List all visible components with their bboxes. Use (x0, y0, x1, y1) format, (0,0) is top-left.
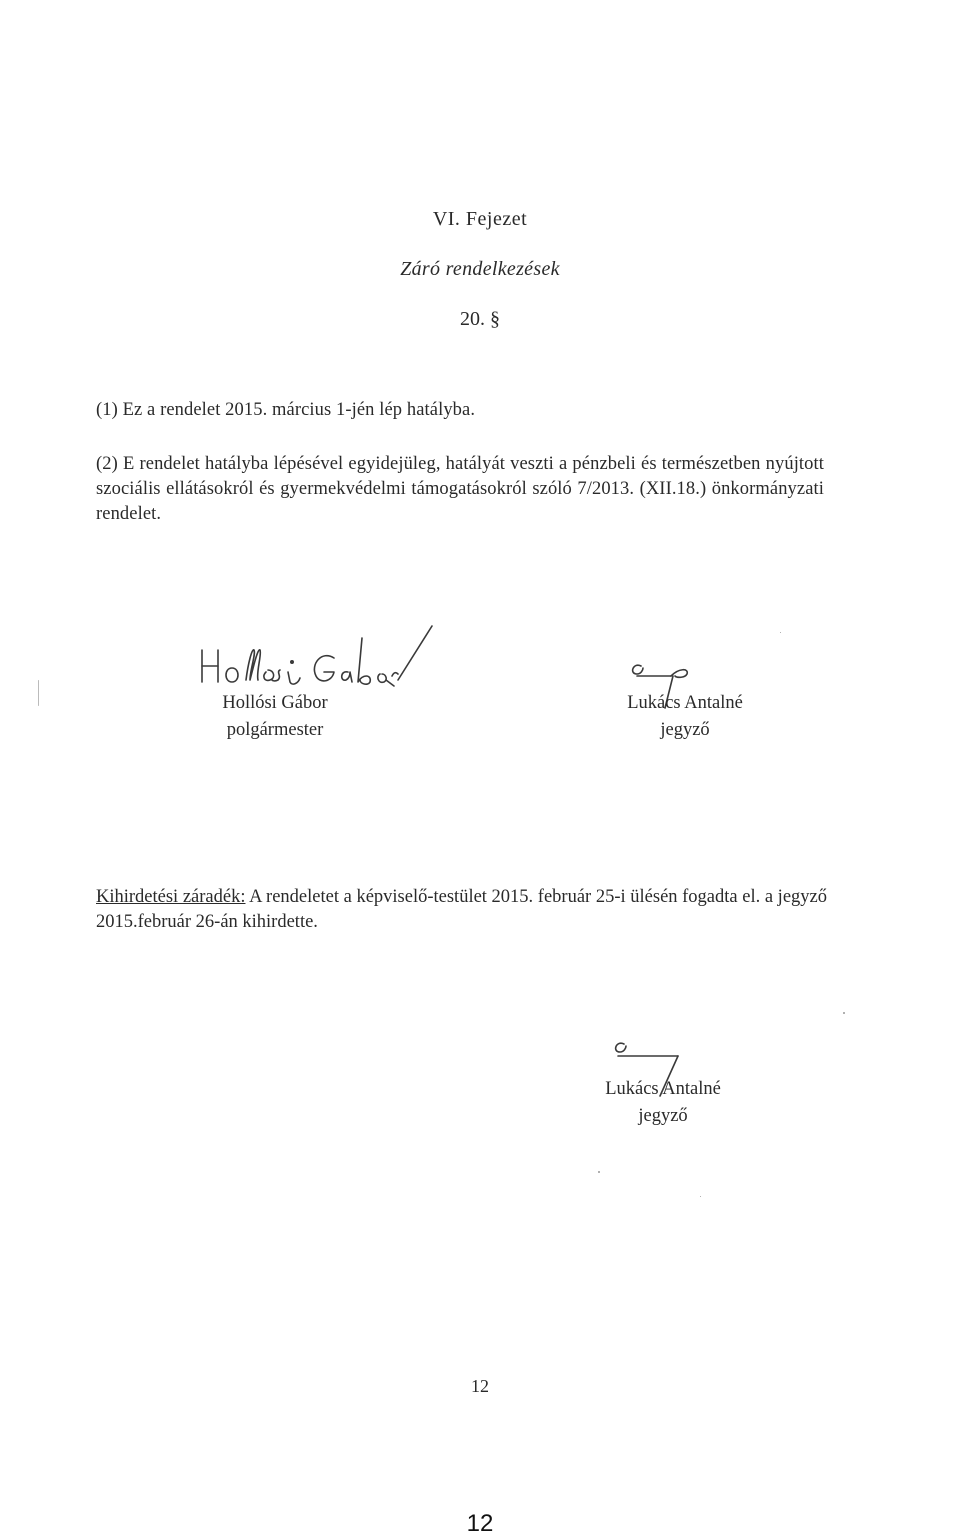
mayor-handwritten-signature (196, 620, 436, 695)
section-number: 20. § (460, 308, 500, 330)
announcement-clause (96, 885, 836, 935)
notary-second-role: jegyző (638, 1106, 688, 1126)
notary-second-signature-block (578, 1076, 748, 1130)
page-number-small: 12 (471, 1376, 489, 1396)
chapter-subtitle: Záró rendelkezések (400, 258, 560, 280)
paragraph-1: (1) Ez a rendelet 2015. március 1-jén lép hatályba. (96, 400, 476, 420)
scan-speck (843, 1012, 845, 1014)
scan-speck (780, 632, 781, 633)
scan-speck (38, 680, 39, 706)
notary-name: Lukács Antalné (627, 693, 743, 713)
notary-signature-block (600, 690, 770, 744)
notary-role: jegyző (660, 720, 710, 740)
announcement-label: Kihirdetési záradék: (96, 887, 246, 907)
scan-speck (700, 1196, 701, 1197)
paragraph-2: (2) E rendelet hatályba lépésével egyidejüleg, hatályát veszti a pénzbeli és természetben nyújtott szociális ellátásokról és gyermekvédelmi támogatásokról szóló 7/2013. (XII.18.) önkormányzati rendelet. (96, 454, 824, 524)
announcement-text: A rendeletet a képviselő-testület 2015. február 25-i ülésén fogadta el. a jegyző 2015.február 26-án kihirdette. (96, 887, 827, 932)
chapter-title: VI. Fejezet (432, 208, 528, 230)
mayor-name: Hollósi Gábor (222, 693, 328, 713)
mayor-role: polgármester (226, 720, 324, 740)
page-number-large: 12 (466, 1510, 494, 1537)
scan-speck (598, 1171, 600, 1173)
mayor-signature-block (190, 690, 360, 744)
notary-second-name: Lukács Antalné (605, 1079, 721, 1099)
